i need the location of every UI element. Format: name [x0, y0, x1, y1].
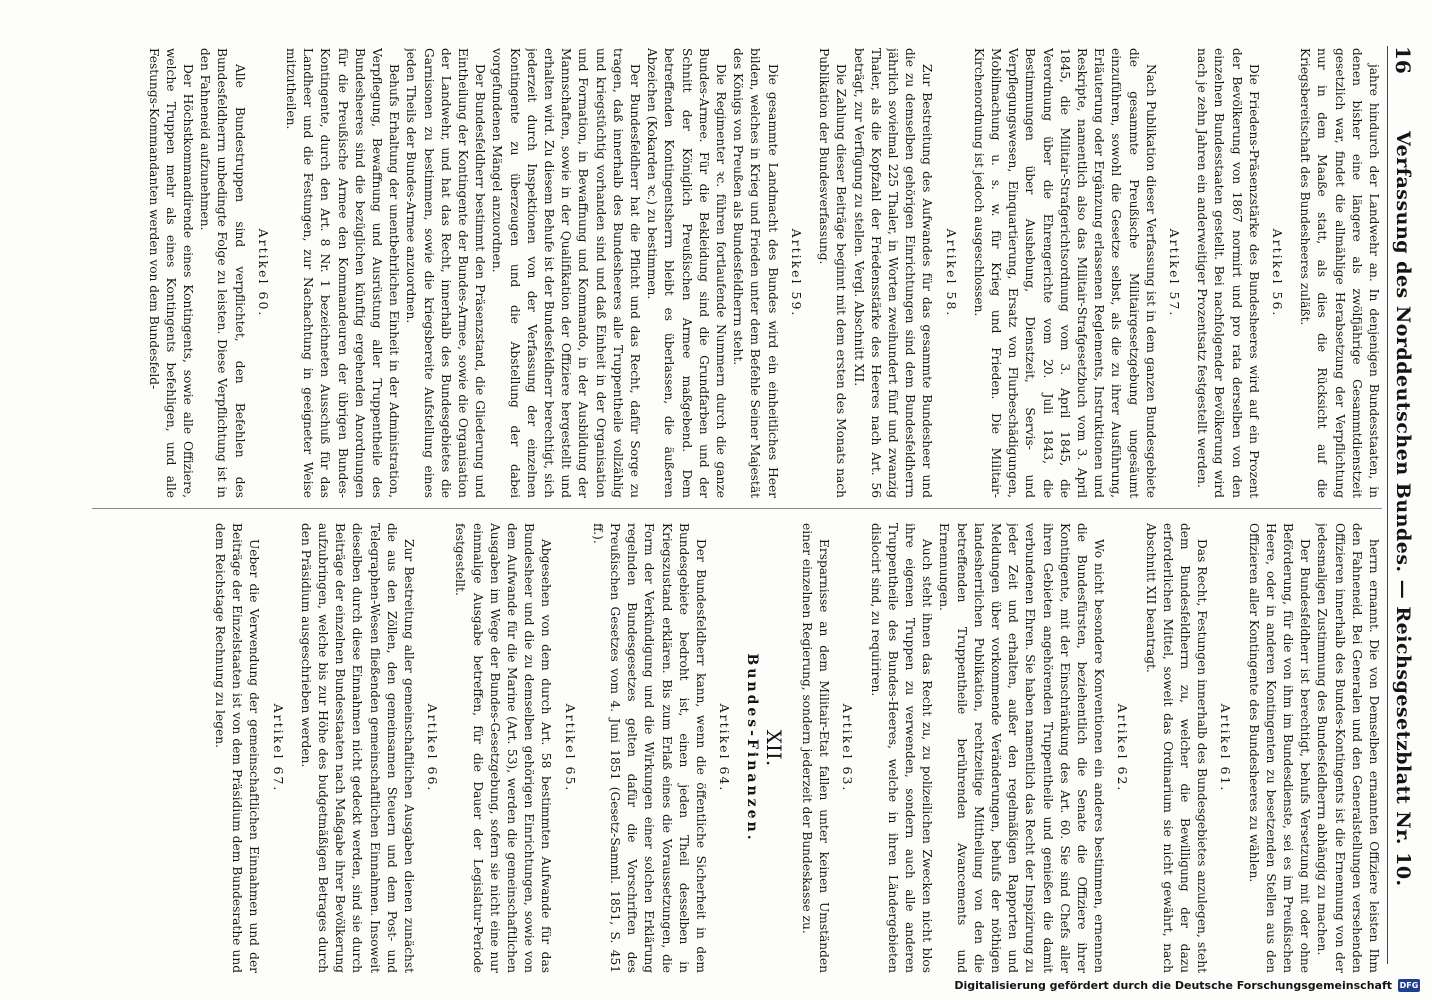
paragraph: Nach Publikation dieser Verfassung ist in dem ganzen Bundesgebiete die gesammte Preußische Militairgesetzgebung ungesäumt einzuführen, sowohl die Gesetze selbst, als die zu ihrer Ausführung, Erläuterung oder Ergänzung erlassenen Reglements, Instruktionen und Reskripte, namentlich also das Militair-Strafgesetzbuch vom 3. April 1845, die Militair-Strafgerichtsordnung vom 3. April 1845, die Verordnung über die Ehrengerichte vom 20. Juli 1843, die Bestimmungen über Aushebung, Dienstzeit, Servis- und Verpflegungswesen, Einquartierung, Ersatz von Flurbeschädigungen, Mobilmachung u. s. w. für Krieg und Frieden. Die Militair-Kirchenordnung ist jedoch ausgeschlossen.	[971, 48, 1158, 498]
header-title: Verfassung des Norddeutschen Bundes. — Reichsgesetzblatt Nr. 10.	[1392, 131, 1414, 887]
paragraph: Der Höchstkommandirende eines Kontingents, sowie alle Offiziere, welche Truppen mehr als eines Kontingents befehligen, und alle Festungs-Kommandanten werden von dem Bundesfeld-	[146, 48, 195, 498]
article-heading: Artikel 65.	[562, 703, 578, 793]
article-heading: Artikel 59.	[788, 228, 804, 318]
paragraph: Behufs Erhaltung der unentbehrlichen Einheit in der Administration, Verpflegung, Bewaffnung und Ausrüstung aller Truppentheile des Bundesheeres sind die bezüglichen künftig ergehenden Anordnungen für die Preußische Armee den Kommandeuren der übrigen Bundes-Kontingente, durch den Art. 8 Nr. 1 bezeichneten Ausschuß für das Landheer und die Festungen, zur Nachachtung in geeigneter Weise mitzutheilen.	[284, 48, 402, 498]
article-heading: Artikel 67.	[270, 703, 286, 793]
paragraph: Abgesehen von dem durch Art. 58 bestimmten Aufwande für das Bundesheer und die zu demselben gehörigen Einrichtungen, sowie von dem Aufwande für die Marine (Art. 53), werden die gemeinschaftlichen Ausgaben im Wege der Bundes-Gesetzgebung, sofern sie nicht eine nur einmalige Ausgabe betreffen, für die Dauer der Legislatur-Periode festgestellt.	[453, 523, 554, 973]
article-heading: Artikel 57.	[1166, 228, 1182, 318]
article-heading: Artikel 60.	[255, 228, 271, 318]
paragraph: Wo nicht besondere Konventionen ein anderes bestimmen, ernennen die Bundesfürsten, beziehentlich die Senate die Offiziere ihrer Kontingente, mit der Einschränkung des Art. 60. Sie sind Chefs aller ihren Gebieten angehörenden Truppentheile und genießen die damit verbundenen Ehren. Sie haben namentlich das Recht der Inspizirung zu jeder Zeit und erhalten, außer den regelmäßigen Rapporten und Meldungen über vorkommende Veränderungen, behufs der nöthigen landesherrlichen Publikation, rechtzeitige Mittheilung von den die betreffenden Truppentheile berührenden Avancements und Ernennungen.	[937, 523, 1107, 973]
paragraph: Auch steht ihnen das Recht zu, zu polizeilichen Zwecken nicht blos ihre eigenen Truppen zu verwenden, sondern auch alle anderen Truppentheile des Bundes-Heeres, welche in ihren Ländergebieten dislocirt sind, zu requiriren.	[868, 523, 935, 973]
article-heading: Artikel 61.	[1218, 703, 1234, 793]
article-heading: Artikel 63.	[840, 703, 856, 793]
article-heading: Artikel 62.	[1115, 703, 1131, 793]
paragraph: Ersparnisse an dem Militair-Etat fallen unter keinen Umständen einer einzelnen Regierung, sondern jederzeit der Bundeskasse zu.	[799, 523, 832, 973]
section-number: XII.	[761, 729, 786, 767]
paragraph: Der Bundesfeldherr ist berechtigt, behufs Versetzung mit oder ohne Beförderung, für die von ihm im Bundesdienste, sei es im Preußischen Heere, oder in anderen Kontingenten zu besetzenden Stellen aus den Offizieren aller Kontingente des Bundesheeres zu wählen.	[1246, 523, 1313, 973]
paragraph: Zur Bestreitung aller gemeinschaftlichen Ausgaben dienen zunächst die aus den Zöllen, den gemeinsamen Steuern und dem Post- und Telegraphen-Wesen fließenden gemeinschaftlichen Einnahmen. Insoweit dieselben durch diese Einnahmen nicht gedeckt werden, sind sie durch Beiträge der einzelnen Bundesstaaten nach Maßgabe ihrer Bevölkerung aufzubringen, welche bis zur Höhe des budgetmäßigen Betrages durch den Präsidium ausgeschrieben werden.	[298, 523, 417, 973]
paragraph: Die Zahlung dieser Beiträge beginnt mit dem ersten des Monats nach Publikation der Bundesverfassung.	[817, 48, 849, 498]
paragraph: Der Bundesfeldherr bestimmt den Präsenzstand, die Gliederung und Eintheilung der Kontingente der Bundes-Armee, sowie die Organisation der Landwehr, und hat das Recht, innerhalb des Bundesgebietes die Garnisonen zu bestimmen, sowie die kriegsbereite Aufstellung eines jeden Theils der Bundes-Armee anzuordnen.	[404, 48, 488, 498]
paragraph: Der Bundesfeldherr hat die Pflicht und das Recht, dafür Sorge zu tragen, daß innerhalb des Bundesheeres alle Truppentheile vollzählig und kriegstüchtig vorhanden sind und daß Einheit in der Organisation und Formation, in Bewaffnung und Kommando, in der Ausbildung der Mannschaften, sowie in der Qualifikation der Offiziere hergestellt und erhalten wird. Zu diesem Behufe ist der Bundesfeldherr berechtigt, sich jederzeit durch Inspektionen von der Verfassung der einzelnen Kontingente zu überzeugen und die Abstellung der dabei vorgefundenen Mängel anzuordnen.	[490, 48, 643, 498]
paragraph: Der Bundesfeldherr kann, wenn die öffentliche Sicherheit in dem Bundesgebiete bedroht ist, einen jeden Theil desselben in Kriegszustand erklären. Bis zum Erlaß eines die Voraussetzungen, die Form der Verkündigung und die Wirkungen einer solchen Erklärung regelnden Bundesgesetzes gelten dafür die Vorschriften des Preußischen Gesetzes vom 4. Juni 1851 (Gesetz-Samml. 1851, S. 451 ff.).	[590, 523, 709, 973]
article-heading: Artikel 66.	[425, 703, 441, 793]
paragraph: Die Regimenter ꝛc. führen fortlaufende Nummern durch die ganze Bundes-Armee. Für die Bekleidung sind die Grundfarben und der Schnitt der Königlich Preußischen Armee maßgebend. Dem betreffenden Kontingentsherrn bleibt es überlassen, die äußeren Abzeichen (Kokarden ꝛc.) zu bestimmen.	[645, 48, 729, 498]
paragraph: herrn ernannt. Die von Demselben ernannten Offiziere leisten Ihm den Fahneneid. Bei Generalen und den Generalstellungen versehenden Offizieren innerhalb des Bundes-Kontingents ist die Ernennung von der jedesmaligen Zustimmung des Bundesfeldherrn abhängig zu machen.	[1315, 523, 1381, 973]
article-heading: Artikel 56.	[1269, 228, 1285, 318]
paragraph: jahre hindurch der Landwehr an. In denjenigen Bundesstaaten, in denen bisher eine längere als zwölfjährige Gesammtdienstzeit gesetzlich war, findet die allmählige Herabsetzung der Verpflichtung nur in dem Maaße statt, als dies die Rücksicht auf die Kriegsbereitschaft des Bundesheeres zuläßt.	[1298, 48, 1381, 498]
digitization-footer	[0, 970, 1432, 1000]
left-column	[92, 48, 1382, 498]
right-column	[92, 523, 1382, 973]
paragraph: Die gesammte Landmacht des Bundes wird ein einheitliches Heer bilden, welches in Krieg und Frieden unter dem Befehle Seiner Majestät des Königs von Preußen als Bundesfeldherrn steht.	[731, 48, 780, 498]
paragraph: Alle Bundestruppen sind verpflichtet, den Befehlen des Bundesfeldherrn unbedingte Folge zu leisten. Diese Verpflichtung ist in den Fahneneid aufzunehmen.	[198, 48, 247, 498]
page-number: 16	[1391, 46, 1415, 74]
dfg-logo: DFG	[1399, 980, 1419, 990]
paragraph: Die Friedens-Präsenzstärke des Bundesheeres wird auf ein Prozent der Bevölkerung von 1867 normirt und pro rata derselben von den einzelnen Bundesstaaten gestellt. Bei nachfolgender Bevölkerung wird nach je zehn Jahren ein anderweitiger Prozentsatz festgestellt werden.	[1195, 48, 1261, 498]
column-divider	[92, 508, 1382, 509]
attribution-text: Digitalisierung gefördert durch die Deutsche Forschungsgemeinschaft	[954, 978, 1392, 992]
article-heading: Artikel 58.	[943, 228, 959, 318]
paragraph: Das Recht, Festungen innerhalb des Bundesgebietes anzulegen, steht dem Bundesfeldherrn zu, welcher die Bewilligung der dazu erforderlichen Mittel, soweit das Ordinarium sie nicht gewährt, nach Abschnitt XII beantragt.	[1143, 523, 1210, 973]
section-title: Bundes-Finanzen.	[744, 653, 761, 843]
running-header	[1387, 46, 1418, 964]
article-heading: Artikel 64.	[717, 703, 733, 793]
paragraph: Ueber die Verwendung der gemeinschaftlichen Einnahmen und der Beiträge der Einzelstaaten ist von dem Präsidium dem Bundesrathe und dem Reichstage Rechnung zu legen.	[213, 523, 262, 973]
paragraph: Zur Bestreitung des Aufwandes für das gesammte Bundesheer und die zu demselben gehörigen Einrichtungen sind dem Bundesfeldherrn jährlich sovielmal 225 Thaler, in Worten zweihundert fünf und zwanzig Thaler, als die Kopfzahl der Friedensstärke des Heeres nach Art. 56 beträgt, zur Verfügung zu stellen. Vergl. Abschnitt XII.	[851, 48, 935, 498]
